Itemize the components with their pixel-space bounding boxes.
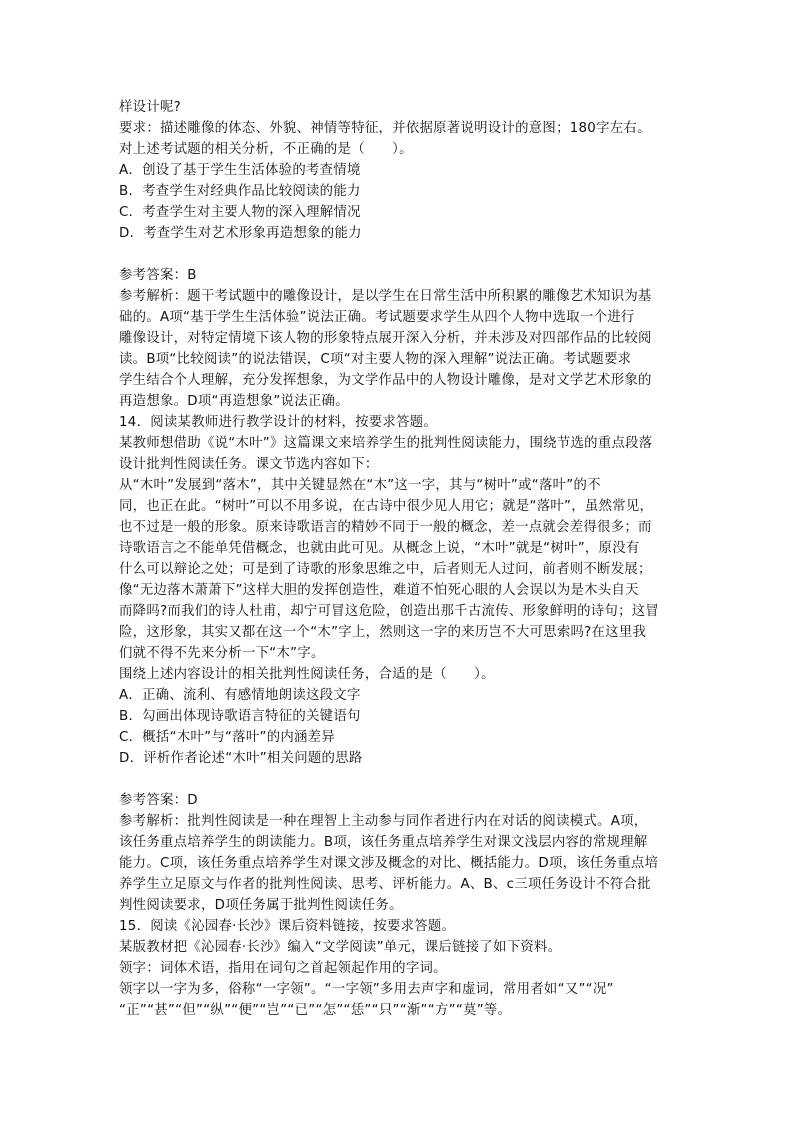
option-d: D．考查学生对艺术形象再造想象的能力 — [119, 226, 362, 241]
option-c: C．概括“木叶”与“落叶”的内涵差异 — [119, 730, 335, 745]
stem-text: 样设计呢? — [119, 100, 182, 115]
spacer — [119, 244, 679, 265]
analysis-line: 判性阅读要求，D项任务属于批判性阅读任务。 — [119, 898, 403, 913]
intro-line: 某教师想借助《说“木叶”》这篇课文来培养学生的批判性阅读能力，围绕节选的重点段落 — [119, 436, 653, 451]
analysis-line: 能力。C项，该任务重点培养学生对课文涉及概念的对比、概括能力。D项，该任务重点培 — [119, 856, 659, 871]
analysis-line: 础的。A项“基于学生生活体验”说法正确。考试题要求学生从四个人物中选取一个进行 — [119, 310, 635, 325]
material-line: 某版教材把《沁园春·长沙》编入“文学阅读”单元，课后链接了如下资料。 — [119, 940, 562, 955]
answer-text: 参考答案：D — [119, 793, 198, 808]
material-line: 领字以一字为多，俗称“一字领”。“一字领”多用去声字和虚词，常用者如“又”“况” — [119, 982, 614, 997]
analysis-line: 雕像设计，对特定情境下该人物的形象特点展开深入分析，并未涉及对四部作品的比较阅 — [119, 331, 652, 346]
option-d: D．评析作者论述“木叶”相关问题的思路 — [119, 751, 363, 766]
excerpt-line: 什么可以辩论之处；可是到了诗歌的形象思维之中，后者则无人过问，前者则不断发展； — [119, 562, 652, 577]
question-15 — [119, 916, 679, 1021]
excerpt-line: 诗歌语言之不能单凭借概念，也就由此可见。从概念上说，“木叶”就是“树叶”，原没有 — [119, 541, 640, 556]
analysis-line: 读。B项“比较阅读”的说法错误，C项“对主要人物的深入理解”说法正确。考试题要求 — [119, 352, 632, 367]
spacer — [119, 769, 679, 790]
document-content — [119, 97, 679, 1021]
intro-line: 设计批判性阅读任务。课文节选内容如下： — [119, 457, 379, 472]
excerpt-line: 像“无边落木萧萧下”这样大胆的发挥创造性，难道不怕死心眼的人会误以为是木头自天 — [119, 583, 639, 598]
option-b: B．勾画出体现诗歌语言特征的关键语句 — [119, 709, 361, 724]
analysis-line: 学生结合个人理解，充分发挥想象，为文学作品中的人物设计雕像，是对文学艺术形象的 — [119, 373, 652, 388]
analysis-line: 参考解析：批判性阅读是一种在理智上主动参与同作者进行内在对话的阅读模式。A项， — [119, 814, 648, 829]
question-14 — [119, 412, 679, 916]
requirement-text: 要求：描述雕像的体态、外貌、神情等特征，并依据原著说明设计的意图；180字左右。 — [119, 121, 651, 136]
excerpt-line: 同，也正在此。“树叶”可以不用多说，在古诗中很少见人用它；就是“落叶”，虽然常见， — [119, 499, 654, 514]
analysis-line: 参考解析：题干考试题中的雕像设计，是以学生在日常生活中所积累的雕像艺术知识为基 — [119, 289, 652, 304]
excerpt-line: 而降吗?而我们的诗人杜甫，却宁可冒这危险，创造出那千古流传、形象鲜明的诗句；这冒 — [119, 604, 660, 619]
option-b: B．考查学生对经典作品比较阅读的能力 — [119, 184, 361, 199]
answer-text: 参考答案：B — [119, 268, 197, 283]
material-line: 领字：词体术语，指用在词句之首起领起作用的字词。 — [119, 961, 447, 976]
question-heading: 14．阅读某教师进行教学设计的材料，按要求答题。 — [119, 415, 438, 430]
question-heading: 15．阅读《沁园春·长沙》课后资料链接，按要求答题。 — [119, 919, 456, 934]
question-text: 围绕上述内容设计的相关批判性阅读任务，合适的是（ ）。 — [119, 667, 495, 682]
option-a: A．正确、流利、有感情地朗读这段文字 — [119, 688, 361, 703]
analysis-line: 再造想象。D项“再造想象”说法正确。 — [119, 394, 349, 409]
question-13 — [119, 97, 679, 412]
question-text: 对上述考试题的相关分析，不正确的是（ ）。 — [119, 142, 413, 157]
analysis-line: 该任务重点培养学生的朗读能力。B项，该任务重点培养学生对课文浅层内容的常规理解 — [119, 835, 648, 850]
material-line: “正”“甚”“但”“纵”“便”“岂”“已”“怎”“恁”“只”“渐”“方”“莫”等。 — [119, 1003, 512, 1018]
analysis-line: 养学生立足原文与作者的批判性阅读、思考、评析能力。A、B、c三项任务设计不符合批 — [119, 877, 651, 892]
excerpt-line: 们就不得不先来分析一下“木”字。 — [119, 646, 325, 661]
excerpt-line: 险，这形象，其实又都在这一个“木”字上，然则这一字的来历岂不大可思索吗?在这里我 — [119, 625, 647, 640]
option-c: C．考查学生对主要人物的深入理解情况 — [119, 205, 361, 220]
excerpt-line: 也不过是一般的形象。原来诗歌语言的精妙不同于一般的概念，差一点就会差得很多；而 — [119, 520, 652, 535]
option-a: A．创设了基于学生生活体验的考查情境 — [119, 163, 361, 178]
excerpt-line: 从“木叶”发展到“落木”，其中关键显然在“木”这一字，其与“树叶”或“落叶”的不 — [119, 478, 601, 493]
